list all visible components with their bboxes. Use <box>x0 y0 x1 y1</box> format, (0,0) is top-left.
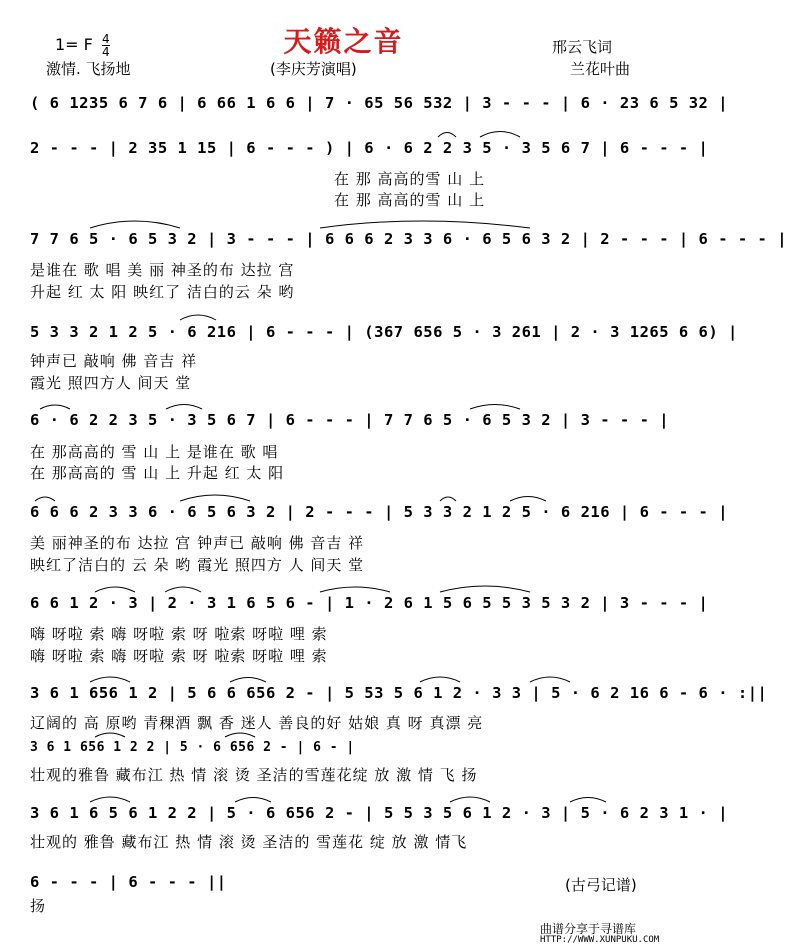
lyric-row-10: 壮观的 雅鲁 藏布江 热 情 滚 烫 圣洁的 雪莲花 绽 放 激 情飞 <box>30 833 468 851</box>
slur-arc <box>166 405 202 410</box>
lyric-row-2b: 在 那 高高的雪 山 上 <box>334 191 486 209</box>
slur-arc <box>95 587 135 592</box>
lyric-row-4a: 钟声已 敲响 佛 音吉 祥 <box>30 352 198 370</box>
composer-credit: 兰花叶曲 <box>570 60 631 78</box>
tempo-mood: 激情. 飞扬地 <box>46 60 131 78</box>
slur-arc <box>530 677 570 682</box>
slur-arc <box>35 497 55 501</box>
notation-row-10: 3 6 1 6 5 6 1 2 2 | 5 · 6 656 2 - | 5 5 3 5 6 1 2 · 3 | 5 · 6 2 3 1 · | <box>30 804 729 822</box>
notation-row-9: 3 6 1 656 1 2 2 | 5 · 6 656 2 - | 6 - | <box>30 740 355 755</box>
slur-arc <box>420 677 460 682</box>
singer-credit: (李庆芳演唱) <box>270 60 357 78</box>
slur-arc <box>235 798 271 803</box>
slur-arc <box>165 587 201 592</box>
slur-arc <box>440 497 456 501</box>
key-label: 1= F <box>55 35 93 54</box>
lyric-row-6a: 美 丽神圣的布 达拉 宫 钟声已 敲响 佛 音吉 祥 <box>30 534 365 552</box>
notation-row-11: 6 - - - | 6 - - - || <box>30 873 227 891</box>
slur-arc <box>90 677 130 682</box>
lyric-row-3b: 升起 红 太 阳 映红了 洁白的云 朵 哟 <box>30 283 295 301</box>
slur-arc <box>480 132 520 138</box>
notation-row-4: 5 3 3 2 1 2 5 · 6 216 | 6 - - - | (367 656 5 · 3 261 | 2 · 3 1265 6 6) | <box>30 323 738 341</box>
transcriber-credit: (古弓记谱) <box>565 876 637 894</box>
slur-arc <box>440 586 530 592</box>
lyric-row-4b: 霞光 照四方人 间天 堂 <box>30 374 192 392</box>
lyric-row-7b: 嗨 呀啦 索 嗨 呀啦 索 呀 啦索 呀啦 哩 索 <box>30 647 328 665</box>
lyric-row-7a: 嗨 呀啦 索 嗨 呀啦 索 呀 啦索 呀啦 哩 索 <box>30 625 328 643</box>
notation-row-7: 6 6 1 2 · 3 | 2 · 3 1 6 5 6 - | 1 · 2 6 1 5 6 5 5 3 5 3 2 | 3 - - - | <box>30 594 709 612</box>
lyric-row-5a: 在 那高高的 雪 山 上 是谁在 歌 唱 <box>30 443 279 461</box>
lyric-row-8: 辽阔的 高 原哟 青稞酒 飘 香 迷人 善良的好 姑娘 真 呀 真漂 亮 <box>30 714 484 732</box>
notation-row-8: 3 6 1 656 1 2 | 5 6 6 656 2 - | 5 53 5 6 1 2 · 3 3 | 5 · 6 2 16 6 - 6 · :|| <box>30 684 768 702</box>
slur-arc <box>320 587 390 592</box>
lyric-row-11: 扬 <box>30 897 47 915</box>
slur-arc <box>40 405 70 409</box>
notation-row-1: ( 6 1235 6 7 6 | 6 66 1 6 6 | 7 · 65 56 532 | 3 - - - | 6 · 23 6 5 32 | <box>30 94 729 112</box>
lyric-row-5b: 在 那高高的 雪 山 上 升起 红 太 阳 <box>30 464 285 482</box>
site-url: HTTP://WWW.XUNPUKU.COM <box>540 935 660 945</box>
slur-arc <box>225 733 255 737</box>
slur-arc <box>230 678 266 683</box>
notation-row-2: 2 - - - | 2 35 1 15 | 6 - - - ) | 6 · 6 2 2 3 5 · 3 5 6 7 | 6 - - - | <box>30 139 709 157</box>
site-watermark: 曲谱分享于寻谱库 <box>540 922 637 936</box>
time-signature-top: 4 <box>101 32 110 46</box>
lyric-row-6b: 映红了洁白的 云 朵 哟 霞光 照四方 人 间天 堂 <box>30 556 365 574</box>
lyric-row-9: 壮观的雅鲁 藏布江 热 情 滚 烫 圣洁的雪莲花绽 放 激 情 飞 扬 <box>30 766 478 784</box>
slur-arc <box>510 497 546 502</box>
slur-arc <box>570 798 606 803</box>
lyricist-credit: 邢云飞词 <box>552 38 613 56</box>
slur-arc <box>180 315 216 320</box>
slur-arc <box>320 221 530 228</box>
slur-arc <box>90 221 180 228</box>
slur-arc <box>438 133 456 138</box>
notation-row-3: 7 7 6 5 · 6 5 3 2 | 3 - - - | 6 6 6 2 3 3 6 · 6 5 6 3 2 | 2 - - - | 6 - - - | <box>30 230 787 248</box>
time-signature-bottom: 4 <box>101 45 110 59</box>
notation-row-5: 6 · 6 2 2 3 5 · 3 5 6 7 | 6 - - - | 7 7 6 5 · 6 5 3 2 | 3 - - - | <box>30 411 670 429</box>
slur-arc <box>470 405 520 410</box>
lyric-row-3a: 是谁在 歌 唱 美 丽 神圣的布 达拉 宫 <box>30 261 295 279</box>
slur-arc <box>180 495 250 501</box>
slur-arc <box>450 797 490 802</box>
song-title: 天籁之音 <box>283 25 404 58</box>
notation-row-6: 6 6 6 2 3 3 6 · 6 5 6 3 2 | 2 - - - | 5 3 3 2 1 2 5 · 6 216 | 6 - - - | <box>30 503 729 521</box>
slur-arc <box>90 797 130 802</box>
slur-arc <box>95 733 125 737</box>
lyric-row-2a: 在 那 高高的雪 山 上 <box>334 170 486 188</box>
